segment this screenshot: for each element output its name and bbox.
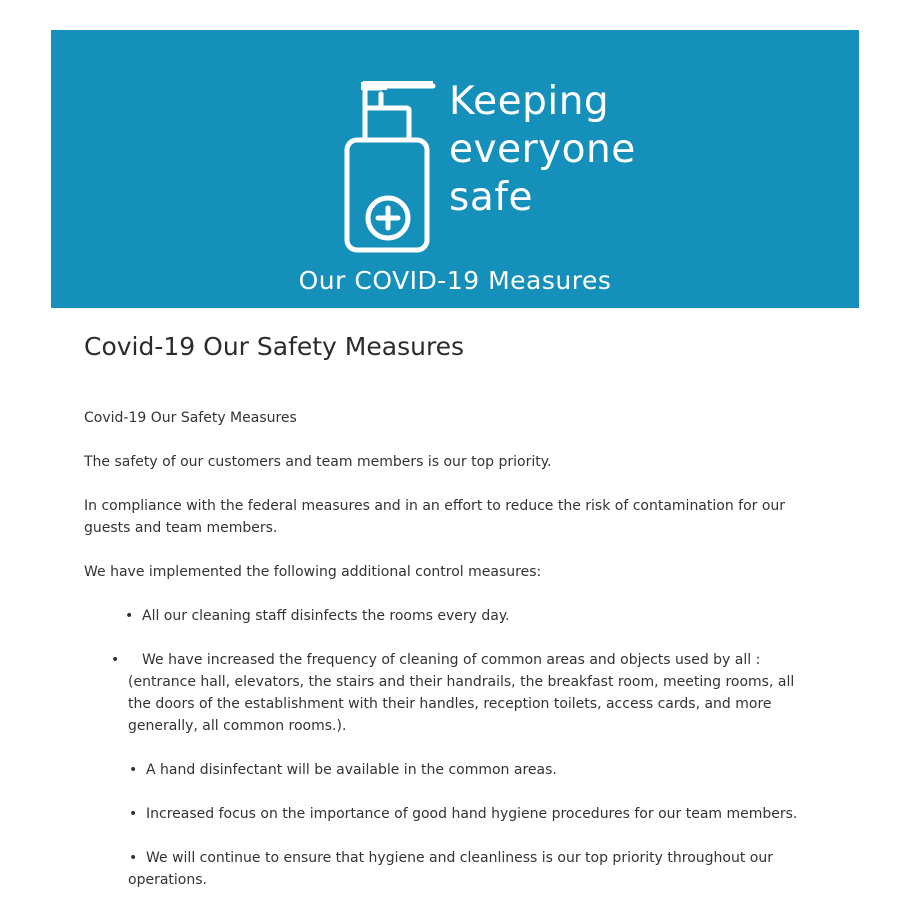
list-item-text: All our cleaning staff disinfects the rooms every day. <box>142 608 510 624</box>
list-item <box>84 847 804 891</box>
list-item <box>84 605 804 627</box>
list-item <box>84 649 804 737</box>
article-paragraph: Covid-19 Our Safety Measures <box>84 410 297 426</box>
list-item-text: A hand disinfectant will be available in the common areas. <box>146 762 557 778</box>
bullet: • <box>129 850 138 866</box>
article-paragraph: We have implemented the following additional control measures: <box>84 564 542 580</box>
banner-subtitle: Our COVID-19 Measures <box>298 266 612 295</box>
bullet: • <box>129 806 138 822</box>
banner-headline <box>449 78 636 222</box>
article <box>84 330 814 888</box>
list-item <box>84 803 804 825</box>
hand-sanitizer-icon <box>291 68 441 258</box>
bullet: • <box>125 608 134 624</box>
page-title: Covid-19 Our Safety Measures <box>84 332 465 361</box>
list-item-text: We have increased the frequency of cleaning of common areas and objects used by all : (entrance hall, elevators, the stairs and their handrails, the breakfast room, meeting rooms, all the doors of the establishment with their handles, reception toilets, access cards, and more generally, all common rooms.). <box>128 652 795 734</box>
banner-headline-line: everyone <box>449 127 636 172</box>
measures-list <box>84 605 814 913</box>
bullet: • <box>129 762 138 778</box>
bullet: • <box>111 652 120 668</box>
banner-headline-line: Keeping <box>449 79 610 124</box>
covid-banner <box>51 30 859 308</box>
article-paragraph: The safety of our customers and team members is our top priority. <box>84 454 552 470</box>
banner-headline-line: safe <box>449 175 533 220</box>
list-item <box>84 759 804 781</box>
article-paragraph: In compliance with the federal measures and in an effort to reduce the risk of contamination for our guests and team members. <box>84 498 786 536</box>
list-item-text: Increased focus on the importance of good hand hygiene procedures for our team members. <box>146 806 798 822</box>
list-item-text: We will continue to ensure that hygiene and cleanliness is our top priority throughout our operations. <box>128 850 773 888</box>
